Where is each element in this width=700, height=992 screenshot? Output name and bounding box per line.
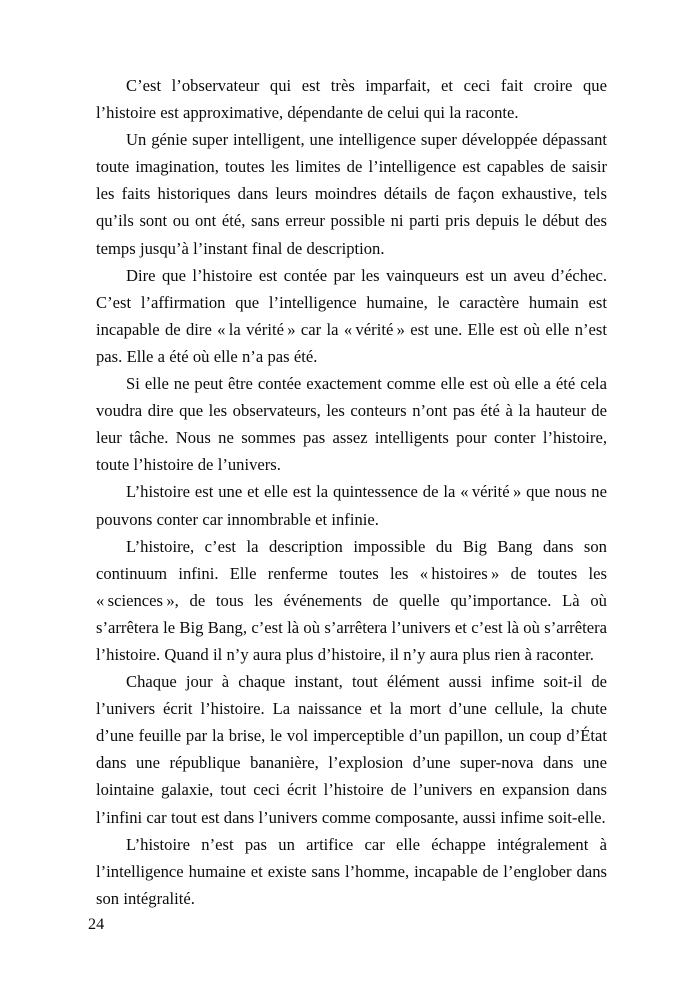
paragraph: L’histoire n’est pas un artifice car elle échappe intégralement à l’intelligence humaine et existe sans l’homme, incapable de l’englober dans son intégralité.	[96, 834, 607, 908]
paragraph: L’histoire, c’est la description impossible du Big Bang dans son continuum infini. Elle renferme toutes les « histoires » de toutes les « sciences », de tous les événements de quelle qu’importance. Là où s’arrêtera le Big Bang, c’est là où s’arrêtera l’univers et c’est là où s’arrêtera l’histoire. Quand il n’y aura plus d’histoire, il n’y aura plus rien à raconter.	[96, 536, 607, 664]
paragraph: C’est l’observateur qui est très imparfait, et ceci fait croire que l’histoire est approximative, dépendante de celui qui la raconte.	[96, 76, 607, 123]
body-text-column	[96, 72, 607, 912]
paragraph: L’histoire est une et elle est la quintessence de la « vérité » que nous ne pouvons conter car innombrable et infinie.	[96, 482, 607, 529]
paragraph: Un génie super intelligent, une intelligence super développée dépassant toute imagination, toutes les limites de l’intelligence est capables de saisir les faits historiques dans leurs moindres détails de façon exhaustive, tels qu’ils sont ou ont été, sans erreur possible ni parti pris depuis le début des temps jusqu’à l’instant final de description.	[96, 130, 607, 258]
paragraph: Si elle ne peut être contée exactement comme elle est où elle a été cela voudra dire que les observateurs, les conteurs n’ont pas été à la hauteur de leur tâche. Nous ne sommes pas assez intelligents pour conter l’histoire, toute l’histoire de l’univers.	[96, 374, 607, 475]
paragraph: Dire que l’histoire est contée par les vainqueurs est un aveu d’échec. C’est l’affirmation que l’intelligence humaine, le caractère humain est incapable de dire « la vérité » car la « vérité » est une. Elle est où elle n’est pas. Elle a été où elle n’a pas été.	[96, 265, 607, 366]
paragraph: Chaque jour à chaque instant, tout élément aussi infime soit-il de l’univers écrit l’histoire. La naissance et la mort d’une cellule, la chute d’une feuille par la brise, le vol imperceptible d’un papillon, un coup d’État dans une république bananière, l’explosion d’une super-nova dans une lointaine galaxie, tout ceci écrit l’histoire de l’univers en expansion dans l’infini car tout est dans l’univers comme composante, aussi infime soit-elle.	[96, 672, 607, 827]
page-number: 24	[88, 915, 105, 933]
